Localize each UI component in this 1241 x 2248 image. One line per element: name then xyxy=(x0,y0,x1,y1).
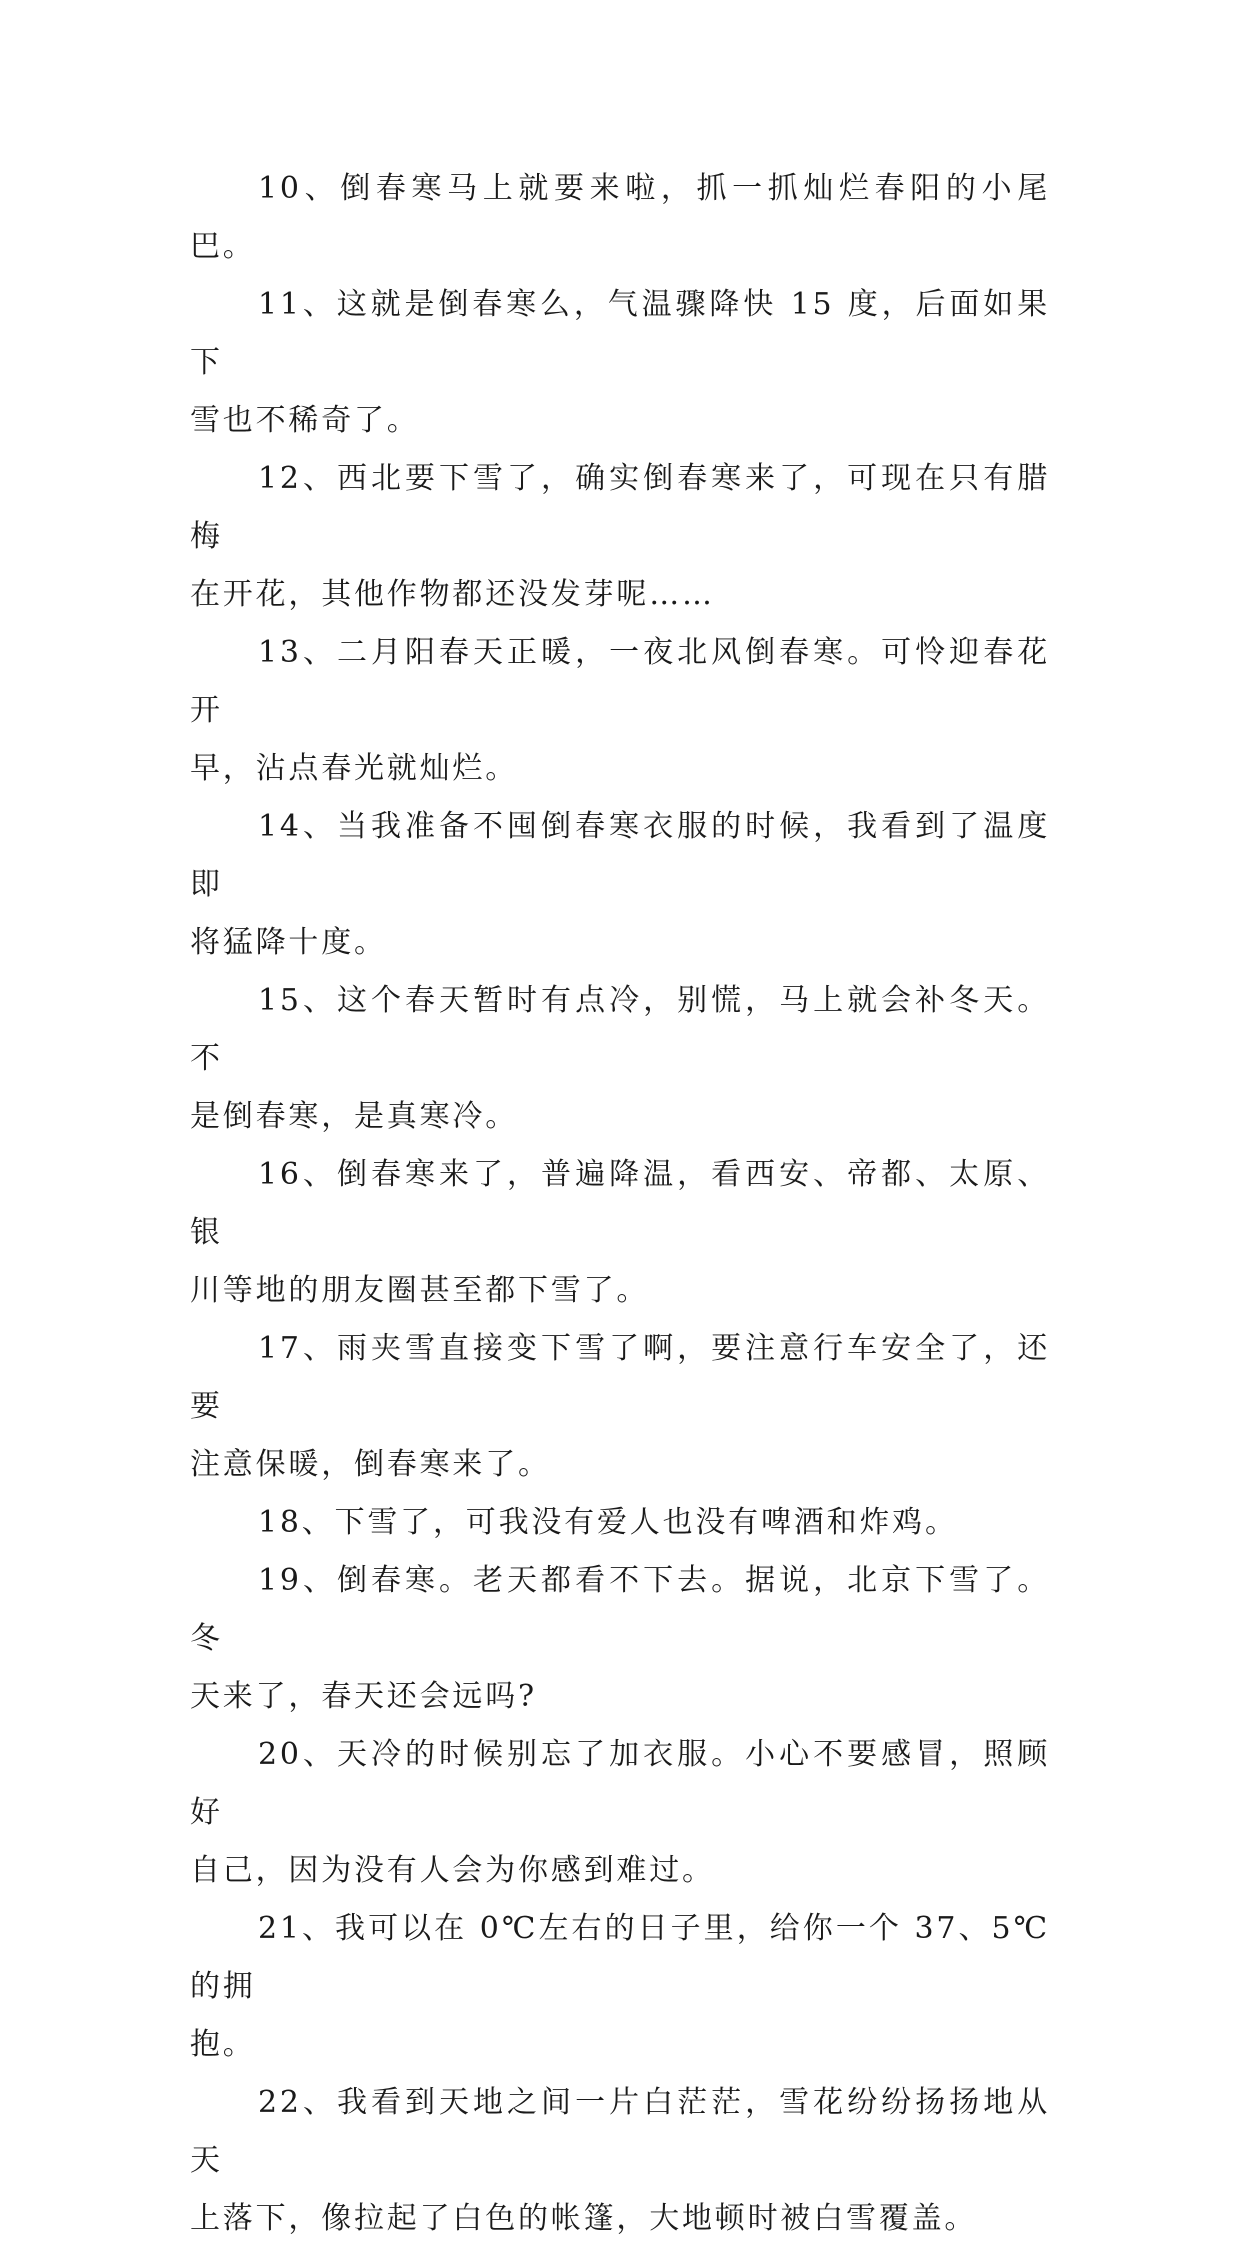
paragraph-16: 16、倒春寒来了，普遍降温，看西安、帝都、太原、银 川等地的朋友圈甚至都下雪了。 xyxy=(190,1157,1050,1308)
paragraph-15: 15、这个春天暂时有点冷，别慌，马上就会补冬天。不 是倒春寒，是真寒冷。 xyxy=(190,983,1050,1134)
paragraph-13: 13、二月阳春天正暖，一夜北风倒春寒。可怜迎春花开 早，沾点春光就灿烂。 xyxy=(190,635,1050,786)
paragraph-12: 12、西北要下雪了，确实倒春寒来了，可现在只有腊梅 在开花，其他作物都还没发芽呢…… xyxy=(190,461,1050,612)
paragraph-19: 19、倒春寒。老天都看不下去。据说，北京下雪了。冬 天来了，春天还会远吗? xyxy=(190,1563,1050,1714)
paragraph-20: 20、天冷的时候别忘了加衣服。小心不要感冒，照顾好 自己，因为没有人会为你感到难过。 xyxy=(190,1737,1050,1888)
paragraph-18: 18、下雪了，可我没有爱人也没有啤酒和炸鸡。 xyxy=(258,1505,958,1540)
document-body xyxy=(190,160,1050,2248)
paragraph-11: 11、这就是倒春寒么，气温骤降快 15 度，后面如果下 雪也不稀奇了。 xyxy=(190,287,1050,438)
paragraph-22: 22、我看到天地之间一片白茫茫，雪花纷纷扬扬地从天 上落下，像拉起了白色的帐篷，大地顿时被白雪覆盖。 xyxy=(190,2085,1050,2236)
paragraph-10: 10、倒春寒马上就要来啦，抓一抓灿烂春阳的小尾巴。 xyxy=(190,171,1050,264)
paragraph-21: 21、我可以在 0℃左右的日子里，给你一个 37、5℃的拥 抱。 xyxy=(190,1911,1050,2062)
paragraph-17: 17、雨夹雪直接变下雪了啊，要注意行车安全了，还要 注意保暖，倒春寒来了。 xyxy=(190,1331,1050,1482)
paragraph-14: 14、当我准备不囤倒春寒衣服的时候，我看到了温度即 将猛降十度。 xyxy=(190,809,1050,960)
